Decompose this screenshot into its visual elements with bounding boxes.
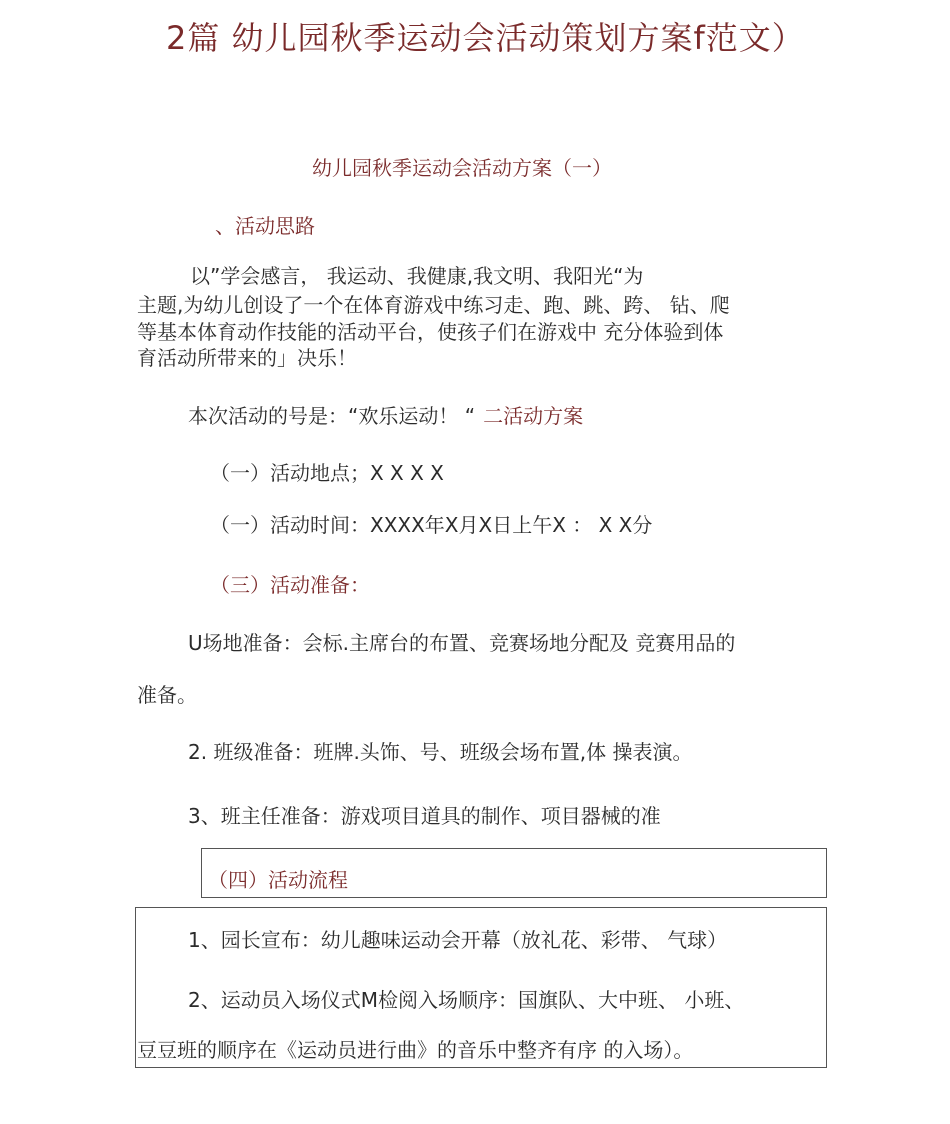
section-title: 幼儿园秋季运动会活动方案（一） xyxy=(312,156,612,180)
document-title: 2篇 幼儿园秋季运动会活动策划方案f范文） xyxy=(166,19,805,57)
paragraph-line: 等基本体育动作技能的活动平台，使孩子们在游戏中 充分体验到体 xyxy=(137,320,724,344)
heading-activity-ideas: 、活动思路 xyxy=(215,214,315,238)
slogan-text: 本次活动的号是：“欢乐运动！ “ xyxy=(188,404,476,428)
heading-activity-flow: （四）活动流程 xyxy=(208,868,348,892)
activity-time: （一）活动时间：XXXX年X月X日上午X ： X X分 xyxy=(210,513,653,537)
prep-item-2: 2. 班级准备：班牌.头饰、号、班级会场布置,体 操表演。 xyxy=(188,740,693,764)
paragraph-line: 育活动所带来的」决乐！ xyxy=(137,346,357,370)
paragraph-line: 以”学会感言， 我运动、我健康,我文明、我阳光“为 xyxy=(190,264,644,288)
prep-item-1-cont: 准备。 xyxy=(137,683,197,707)
paragraph-line: 主题,为幼儿创设了一个在体育游戏中练习走、跑、跳、跨、 钻、爬 xyxy=(137,293,730,317)
flow-item-1: 1、园长宣布：幼儿趣味运动会开幕（放礼花、彩带、 气球） xyxy=(188,928,728,952)
flow-item-2: 2、运动员入场仪式M检阅入场顺序：国旗队、大中班、 小班、 xyxy=(188,988,745,1012)
heading-activity-plan: 二活动方案 xyxy=(483,404,584,428)
heading-activity-preparation: （三）活动准备： xyxy=(210,573,370,597)
flow-item-2-cont: 豆豆班的顺序在《运动员进行曲》的音乐中整齐有序 的入场）。 xyxy=(137,1038,694,1062)
prep-item-1: U场地准备：会标.主席台的布置、竞赛场地分配及 竞赛用品的 xyxy=(188,631,736,655)
prep-item-3: 3、班主任准备：游戏项目道具的制作、项目器械的准 xyxy=(188,804,661,828)
slogan-line xyxy=(188,406,583,426)
activity-location: （一）活动地点；X X X X xyxy=(210,461,444,485)
